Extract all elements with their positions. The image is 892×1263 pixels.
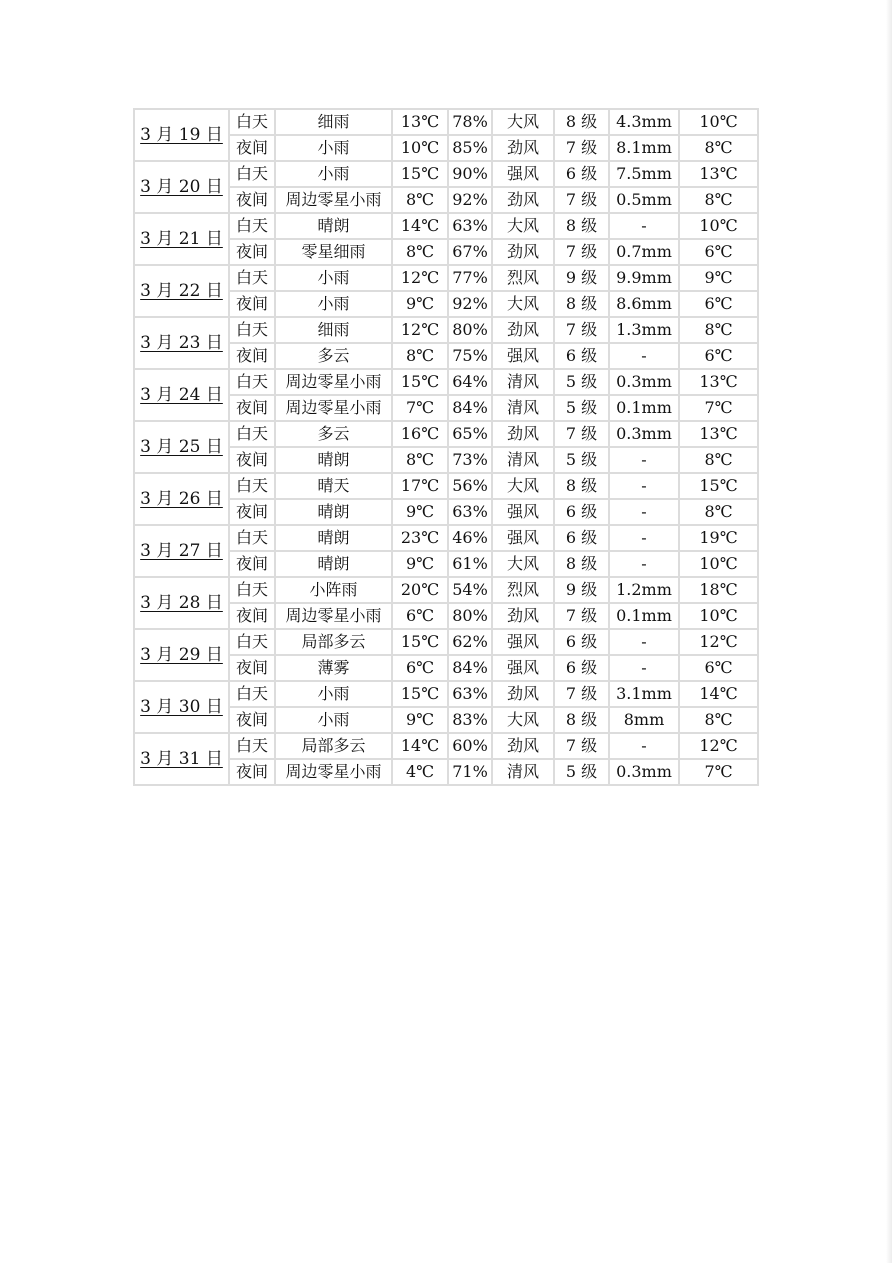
weather-forecast-table <box>133 108 759 786</box>
precipitation-cell: - <box>609 655 679 681</box>
humidity-cell: 92% <box>448 187 492 213</box>
period-cell: 白天 <box>229 369 275 395</box>
wind-cell: 劲风 <box>492 603 554 629</box>
period-cell: 夜间 <box>229 395 275 421</box>
period-cell: 白天 <box>229 161 275 187</box>
precipitation-cell: - <box>609 473 679 499</box>
wind-cell: 清风 <box>492 395 554 421</box>
precipitation-cell: - <box>609 499 679 525</box>
temperature-cell: 6℃ <box>392 603 448 629</box>
period-cell: 夜间 <box>229 759 275 785</box>
wind-level-cell: 6 级 <box>554 499 609 525</box>
feels-like-cell: 13℃ <box>679 161 758 187</box>
humidity-cell: 54% <box>448 577 492 603</box>
wind-cell: 大风 <box>492 213 554 239</box>
date-cell: 3 月 24 日 <box>134 369 229 421</box>
feels-like-cell: 8℃ <box>679 135 758 161</box>
precipitation-cell: - <box>609 629 679 655</box>
date-cell: 3 月 25 日 <box>134 421 229 473</box>
temperature-cell: 15℃ <box>392 161 448 187</box>
date-cell: 3 月 22 日 <box>134 265 229 317</box>
wind-cell: 劲风 <box>492 187 554 213</box>
wind-cell: 劲风 <box>492 239 554 265</box>
condition-cell: 周边零星小雨 <box>275 395 392 421</box>
condition-cell: 多云 <box>275 421 392 447</box>
feels-like-cell: 13℃ <box>679 421 758 447</box>
table-row <box>134 213 758 239</box>
wind-cell: 强风 <box>492 525 554 551</box>
humidity-cell: 63% <box>448 681 492 707</box>
period-cell: 夜间 <box>229 239 275 265</box>
temperature-cell: 4℃ <box>392 759 448 785</box>
condition-cell: 小雨 <box>275 681 392 707</box>
wind-level-cell: 5 级 <box>554 759 609 785</box>
feels-like-cell: 10℃ <box>679 551 758 577</box>
table-row <box>134 733 758 759</box>
humidity-cell: 65% <box>448 421 492 447</box>
date-cell: 3 月 21 日 <box>134 213 229 265</box>
wind-level-cell: 8 级 <box>554 551 609 577</box>
temperature-cell: 7℃ <box>392 395 448 421</box>
humidity-cell: 64% <box>448 369 492 395</box>
feels-like-cell: 6℃ <box>679 239 758 265</box>
wind-cell: 大风 <box>492 707 554 733</box>
wind-cell: 烈风 <box>492 265 554 291</box>
condition-cell: 小雨 <box>275 161 392 187</box>
period-cell: 白天 <box>229 473 275 499</box>
temperature-cell: 8℃ <box>392 239 448 265</box>
temperature-cell: 16℃ <box>392 421 448 447</box>
feels-like-cell: 8℃ <box>679 447 758 473</box>
wind-cell: 劲风 <box>492 681 554 707</box>
condition-cell: 小阵雨 <box>275 577 392 603</box>
date-cell: 3 月 26 日 <box>134 473 229 525</box>
temperature-cell: 23℃ <box>392 525 448 551</box>
period-cell: 夜间 <box>229 135 275 161</box>
temperature-cell: 12℃ <box>392 317 448 343</box>
period-cell: 夜间 <box>229 707 275 733</box>
condition-cell: 细雨 <box>275 317 392 343</box>
wind-level-cell: 6 级 <box>554 655 609 681</box>
condition-cell: 周边零星小雨 <box>275 369 392 395</box>
precipitation-cell: - <box>609 343 679 369</box>
condition-cell: 晴朗 <box>275 525 392 551</box>
precipitation-cell: - <box>609 213 679 239</box>
condition-cell: 周边零星小雨 <box>275 759 392 785</box>
humidity-cell: 61% <box>448 551 492 577</box>
condition-cell: 小雨 <box>275 291 392 317</box>
precipitation-cell: 7.5mm <box>609 161 679 187</box>
humidity-cell: 63% <box>448 499 492 525</box>
condition-cell: 细雨 <box>275 109 392 135</box>
temperature-cell: 8℃ <box>392 447 448 473</box>
precipitation-cell: 0.3mm <box>609 759 679 785</box>
wind-level-cell: 7 级 <box>554 733 609 759</box>
wind-level-cell: 5 级 <box>554 447 609 473</box>
feels-like-cell: 18℃ <box>679 577 758 603</box>
wind-level-cell: 7 级 <box>554 421 609 447</box>
wind-cell: 清风 <box>492 447 554 473</box>
feels-like-cell: 9℃ <box>679 265 758 291</box>
humidity-cell: 77% <box>448 265 492 291</box>
temperature-cell: 8℃ <box>392 187 448 213</box>
temperature-cell: 9℃ <box>392 291 448 317</box>
wind-level-cell: 6 级 <box>554 525 609 551</box>
wind-level-cell: 7 级 <box>554 135 609 161</box>
wind-cell: 劲风 <box>492 317 554 343</box>
temperature-cell: 15℃ <box>392 629 448 655</box>
condition-cell: 多云 <box>275 343 392 369</box>
feels-like-cell: 8℃ <box>679 187 758 213</box>
wind-level-cell: 7 级 <box>554 317 609 343</box>
date-cell: 3 月 27 日 <box>134 525 229 577</box>
wind-level-cell: 8 级 <box>554 213 609 239</box>
wind-cell: 强风 <box>492 655 554 681</box>
period-cell: 白天 <box>229 213 275 239</box>
temperature-cell: 14℃ <box>392 213 448 239</box>
date-cell: 3 月 31 日 <box>134 733 229 785</box>
period-cell: 白天 <box>229 421 275 447</box>
temperature-cell: 13℃ <box>392 109 448 135</box>
humidity-cell: 62% <box>448 629 492 655</box>
humidity-cell: 71% <box>448 759 492 785</box>
temperature-cell: 8℃ <box>392 343 448 369</box>
humidity-cell: 56% <box>448 473 492 499</box>
precipitation-cell: 0.7mm <box>609 239 679 265</box>
humidity-cell: 90% <box>448 161 492 187</box>
feels-like-cell: 10℃ <box>679 603 758 629</box>
period-cell: 夜间 <box>229 551 275 577</box>
table-row <box>134 265 758 291</box>
wind-level-cell: 9 级 <box>554 577 609 603</box>
feels-like-cell: 6℃ <box>679 291 758 317</box>
date-cell: 3 月 20 日 <box>134 161 229 213</box>
wind-level-cell: 8 级 <box>554 291 609 317</box>
humidity-cell: 46% <box>448 525 492 551</box>
humidity-cell: 83% <box>448 707 492 733</box>
precipitation-cell: 4.3mm <box>609 109 679 135</box>
wind-cell: 烈风 <box>492 577 554 603</box>
wind-level-cell: 6 级 <box>554 343 609 369</box>
table-row <box>134 421 758 447</box>
feels-like-cell: 7℃ <box>679 395 758 421</box>
feels-like-cell: 8℃ <box>679 499 758 525</box>
wind-level-cell: 9 级 <box>554 265 609 291</box>
precipitation-cell: - <box>609 525 679 551</box>
table-row <box>134 369 758 395</box>
date-cell: 3 月 29 日 <box>134 629 229 681</box>
humidity-cell: 80% <box>448 603 492 629</box>
date-cell: 3 月 19 日 <box>134 109 229 161</box>
feels-like-cell: 12℃ <box>679 733 758 759</box>
wind-cell: 大风 <box>492 473 554 499</box>
feels-like-cell: 6℃ <box>679 655 758 681</box>
humidity-cell: 78% <box>448 109 492 135</box>
wind-cell: 强风 <box>492 629 554 655</box>
feels-like-cell: 8℃ <box>679 317 758 343</box>
precipitation-cell: - <box>609 733 679 759</box>
date-cell: 3 月 23 日 <box>134 317 229 369</box>
period-cell: 夜间 <box>229 187 275 213</box>
period-cell: 夜间 <box>229 603 275 629</box>
period-cell: 白天 <box>229 109 275 135</box>
wind-level-cell: 5 级 <box>554 395 609 421</box>
condition-cell: 小雨 <box>275 135 392 161</box>
temperature-cell: 9℃ <box>392 499 448 525</box>
wind-level-cell: 8 级 <box>554 473 609 499</box>
wind-level-cell: 8 级 <box>554 109 609 135</box>
feels-like-cell: 14℃ <box>679 681 758 707</box>
precipitation-cell: 0.5mm <box>609 187 679 213</box>
wind-cell: 大风 <box>492 109 554 135</box>
precipitation-cell: 0.3mm <box>609 369 679 395</box>
table-row <box>134 681 758 707</box>
wind-level-cell: 6 级 <box>554 629 609 655</box>
precipitation-cell: 0.1mm <box>609 603 679 629</box>
humidity-cell: 84% <box>448 395 492 421</box>
precipitation-cell: - <box>609 447 679 473</box>
feels-like-cell: 12℃ <box>679 629 758 655</box>
precipitation-cell: 8mm <box>609 707 679 733</box>
period-cell: 白天 <box>229 525 275 551</box>
humidity-cell: 80% <box>448 317 492 343</box>
condition-cell: 小雨 <box>275 265 392 291</box>
precipitation-cell: - <box>609 551 679 577</box>
table-row <box>134 629 758 655</box>
condition-cell: 晴朗 <box>275 499 392 525</box>
humidity-cell: 84% <box>448 655 492 681</box>
wind-cell: 清风 <box>492 369 554 395</box>
temperature-cell: 6℃ <box>392 655 448 681</box>
condition-cell: 薄雾 <box>275 655 392 681</box>
date-cell: 3 月 28 日 <box>134 577 229 629</box>
condition-cell: 晴朗 <box>275 551 392 577</box>
period-cell: 白天 <box>229 577 275 603</box>
period-cell: 夜间 <box>229 655 275 681</box>
temperature-cell: 20℃ <box>392 577 448 603</box>
temperature-cell: 9℃ <box>392 551 448 577</box>
precipitation-cell: 9.9mm <box>609 265 679 291</box>
condition-cell: 零星细雨 <box>275 239 392 265</box>
temperature-cell: 12℃ <box>392 265 448 291</box>
temperature-cell: 17℃ <box>392 473 448 499</box>
period-cell: 白天 <box>229 317 275 343</box>
period-cell: 白天 <box>229 681 275 707</box>
wind-level-cell: 7 级 <box>554 187 609 213</box>
temperature-cell: 10℃ <box>392 135 448 161</box>
precipitation-cell: 1.3mm <box>609 317 679 343</box>
condition-cell: 周边零星小雨 <box>275 603 392 629</box>
wind-level-cell: 6 级 <box>554 161 609 187</box>
humidity-cell: 85% <box>448 135 492 161</box>
precipitation-cell: 0.1mm <box>609 395 679 421</box>
period-cell: 白天 <box>229 733 275 759</box>
humidity-cell: 67% <box>448 239 492 265</box>
condition-cell: 周边零星小雨 <box>275 187 392 213</box>
humidity-cell: 73% <box>448 447 492 473</box>
temperature-cell: 9℃ <box>392 707 448 733</box>
weather-table-body <box>134 109 758 785</box>
precipitation-cell: 8.6mm <box>609 291 679 317</box>
table-row <box>134 109 758 135</box>
period-cell: 夜间 <box>229 499 275 525</box>
humidity-cell: 75% <box>448 343 492 369</box>
precipitation-cell: 1.2mm <box>609 577 679 603</box>
wind-cell: 强风 <box>492 161 554 187</box>
feels-like-cell: 13℃ <box>679 369 758 395</box>
feels-like-cell: 7℃ <box>679 759 758 785</box>
wind-cell: 强风 <box>492 343 554 369</box>
temperature-cell: 15℃ <box>392 369 448 395</box>
temperature-cell: 14℃ <box>392 733 448 759</box>
humidity-cell: 63% <box>448 213 492 239</box>
wind-cell: 清风 <box>492 759 554 785</box>
table-row <box>134 577 758 603</box>
period-cell: 白天 <box>229 629 275 655</box>
wind-level-cell: 5 级 <box>554 369 609 395</box>
table-row <box>134 473 758 499</box>
wind-level-cell: 7 级 <box>554 239 609 265</box>
wind-level-cell: 7 级 <box>554 681 609 707</box>
table-row <box>134 317 758 343</box>
wind-level-cell: 8 级 <box>554 707 609 733</box>
humidity-cell: 92% <box>448 291 492 317</box>
temperature-cell: 15℃ <box>392 681 448 707</box>
condition-cell: 局部多云 <box>275 629 392 655</box>
condition-cell: 局部多云 <box>275 733 392 759</box>
condition-cell: 小雨 <box>275 707 392 733</box>
feels-like-cell: 8℃ <box>679 707 758 733</box>
wind-cell: 劲风 <box>492 135 554 161</box>
period-cell: 白天 <box>229 265 275 291</box>
wind-level-cell: 7 级 <box>554 603 609 629</box>
wind-cell: 劲风 <box>492 421 554 447</box>
date-cell: 3 月 30 日 <box>134 681 229 733</box>
feels-like-cell: 19℃ <box>679 525 758 551</box>
feels-like-cell: 10℃ <box>679 213 758 239</box>
period-cell: 夜间 <box>229 343 275 369</box>
table-row <box>134 525 758 551</box>
humidity-cell: 60% <box>448 733 492 759</box>
period-cell: 夜间 <box>229 447 275 473</box>
feels-like-cell: 15℃ <box>679 473 758 499</box>
wind-cell: 大风 <box>492 291 554 317</box>
precipitation-cell: 3.1mm <box>609 681 679 707</box>
period-cell: 夜间 <box>229 291 275 317</box>
wind-cell: 劲风 <box>492 733 554 759</box>
wind-cell: 强风 <box>492 499 554 525</box>
feels-like-cell: 6℃ <box>679 343 758 369</box>
wind-cell: 大风 <box>492 551 554 577</box>
precipitation-cell: 8.1mm <box>609 135 679 161</box>
feels-like-cell: 10℃ <box>679 109 758 135</box>
precipitation-cell: 0.3mm <box>609 421 679 447</box>
condition-cell: 晴天 <box>275 473 392 499</box>
page-edge-shadow <box>886 0 892 1263</box>
table-row <box>134 161 758 187</box>
condition-cell: 晴朗 <box>275 447 392 473</box>
condition-cell: 晴朗 <box>275 213 392 239</box>
